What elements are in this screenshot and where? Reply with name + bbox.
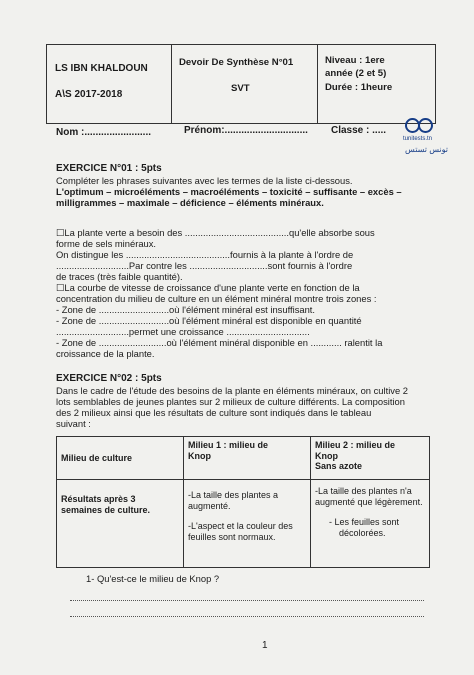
table-head-row bbox=[57, 437, 430, 480]
cell-line: décolorées. bbox=[339, 527, 386, 538]
niveau-line2: année (2 et 5) bbox=[325, 68, 387, 79]
cell-line: augmenté. bbox=[188, 500, 231, 511]
niveau-line1: Niveau : 1ere bbox=[325, 55, 385, 66]
ex1-line: L'optimum – microéléments – macroéléments – toxicité – suffisante – excès – bbox=[56, 186, 402, 197]
answer-line bbox=[70, 616, 424, 617]
header-title-cell bbox=[171, 45, 318, 123]
header-level-cell bbox=[317, 45, 435, 123]
ex1-line: - Zone de ...........................où l'élément minéral est disponible en quantité bbox=[56, 315, 362, 326]
cell-spacer bbox=[315, 507, 425, 517]
milieu2-head-line: Knop bbox=[315, 450, 338, 461]
ex1-line: ............................Par contre les ..............................sont fournis à l'ordre bbox=[56, 260, 353, 271]
ex1-line: forme de sels minéraux. bbox=[56, 238, 157, 249]
milieu2-head-line: Milieu 2 : milieu de bbox=[315, 440, 396, 450]
cell-line: -La taille des plantes n'a bbox=[315, 486, 412, 496]
ex1-line: ☐La plante verte a besoin des ........................................qu'elle absorbe sous bbox=[56, 227, 375, 238]
ex2-intro-line: des 2 milieux ainsi que les résultats de culture sont indiqués dans le tableau bbox=[56, 407, 372, 418]
page-number: 1 bbox=[262, 640, 268, 651]
logo-arabic: تونس تستس bbox=[405, 145, 448, 154]
table-row-label bbox=[57, 480, 184, 568]
exam-title: Devoir De Synthèse N°01 bbox=[179, 57, 294, 68]
ex1-line: ............................permet une croissance ................................ bbox=[56, 326, 310, 337]
ex1-line: milligrammes – maximale – déficience – éléments minéraux. bbox=[56, 197, 324, 208]
ex1-line: croissance de la plante. bbox=[56, 348, 155, 359]
culture-table bbox=[56, 436, 430, 568]
cell-spacer bbox=[188, 511, 306, 521]
table-head-milieu2 bbox=[311, 437, 430, 480]
prenom-field: Prénom:.............................. bbox=[184, 125, 308, 136]
ex2-intro-line: suivant : bbox=[56, 418, 91, 429]
head-label-text: Milieu de culture bbox=[61, 452, 133, 463]
duree: Durée : 1heure bbox=[325, 82, 393, 93]
ex1-line: ☐La courbe de vitesse de croissance d'une plante verte en fonction de la bbox=[56, 282, 360, 293]
ex1-title: EXERCICE N°01 : 5pts bbox=[56, 163, 162, 174]
header-table bbox=[46, 44, 436, 124]
table-result-row bbox=[57, 480, 430, 568]
school-name: LS IBN KHALDOUN bbox=[55, 63, 148, 74]
milieu1-head-line: Milieu 1 : milieu de bbox=[188, 440, 269, 450]
ex1-line: Compléter les phrases suivantes avec les termes de la liste ci-dessous. bbox=[56, 175, 353, 186]
ex1-line: concentration du milieu de culture en un élément minéral montre trois zones : bbox=[56, 293, 377, 304]
ex1-line: de traces (très faible quantité). bbox=[56, 271, 183, 282]
exam-subject: SVT bbox=[231, 83, 250, 94]
ex1-line: On distingue les ........................................fournis à la plante à l'ordre de bbox=[56, 249, 354, 260]
logo-ring-right-icon bbox=[418, 118, 433, 133]
ex2-title: EXERCICE N°02 : 5pts bbox=[56, 373, 162, 384]
tunitests-logo bbox=[403, 116, 448, 162]
nom-field: Nom :........................ bbox=[56, 127, 152, 138]
school-year: A\S 2017-2018 bbox=[55, 89, 123, 100]
row-label-line: Résultats après 3 bbox=[61, 494, 136, 504]
milieu1-head-line: Knop bbox=[188, 450, 211, 461]
cell-line: - Les feuilles sont bbox=[329, 517, 400, 528]
header-school-cell bbox=[47, 45, 172, 123]
table-cell-milieu1 bbox=[184, 480, 311, 568]
table-cell-milieu2 bbox=[311, 480, 430, 568]
table-head-milieu1 bbox=[184, 437, 311, 480]
answer-line bbox=[70, 600, 424, 601]
ex2-intro-line: Dans le cadre de l'étude des besoins de la plante en éléments minéraux, on cultive 2 bbox=[56, 385, 409, 396]
milieu2-head-line: Sans azote bbox=[315, 461, 363, 472]
table-head-label bbox=[57, 437, 184, 480]
ex2-intro-line: lots semblables de jeunes plantes sur 2 milieux de culture différents. La composition bbox=[56, 396, 405, 407]
classe-field: Classe : ..... bbox=[331, 125, 387, 136]
ex1-line: - Zone de ...........................où l'élément minéral est insuffisant. bbox=[56, 304, 316, 315]
logo-text: tunitests.tn bbox=[403, 136, 433, 142]
row-label-line: semaines de culture. bbox=[61, 504, 151, 515]
ex1-line: - Zone de ..........................où l'élément minéral disponible en ............ ralentit la bbox=[56, 337, 383, 348]
question-1: 1- Qu'est-ce le milieu de Knop ? bbox=[86, 573, 220, 584]
cell-line: augmenté que légèrement. bbox=[315, 496, 423, 507]
cell-line: feuilles sont normaux. bbox=[188, 531, 276, 542]
cell-line: -L'aspect et la couleur des bbox=[188, 521, 293, 532]
cell-line: -La taille des plantes a bbox=[188, 490, 279, 500]
